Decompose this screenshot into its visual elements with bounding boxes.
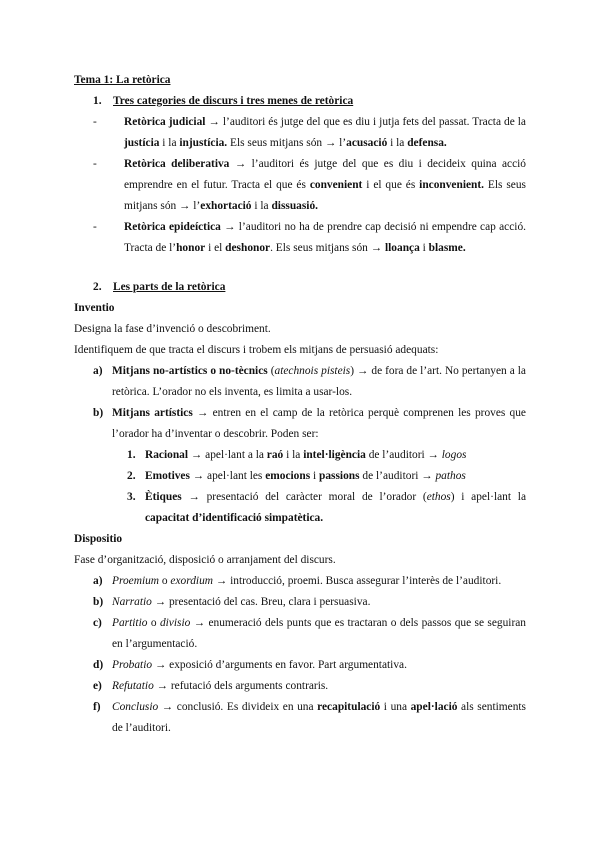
document-title: Tema 1: La retòrica bbox=[74, 74, 171, 86]
dispositio-item-f: f) Conclusio → conclusió. Es divideix en una recapitulació i una apel·lació als sentiments de l’auditori. bbox=[93, 701, 526, 734]
dispositio-item-c: c) Partitio o divisio → enumeració dels punts que es tractaran o dels passos que se seguiran en l’argumentació. bbox=[93, 617, 527, 650]
dispositio-heading: Dispositio bbox=[74, 533, 123, 545]
dispositio-paragraph: Fase d’organització, disposició o arranjament del discurs. bbox=[74, 554, 336, 566]
dispositio-item-b: b) Narratio → presentació del cas. Breu, clara i persuasiva. bbox=[93, 596, 371, 608]
inventio-heading: Inventio bbox=[74, 302, 115, 314]
inventio-subitem-3: 3. Ètiques → presentació del caràcter moral de l’orador (ethos) i apel·lant la capacitat d’identificació simpatètica. bbox=[127, 491, 526, 524]
section-1 bbox=[74, 91, 526, 259]
inventio-item-a: a) Mitjans no-artístics o no-tècnics (atechnois pisteis) → de fora de l’art. No pertanyen a la retòrica. L’orador no els inventa, es limita a usar-los. bbox=[93, 365, 526, 398]
bullet-deliberativa: - Retòrica deliberativa → l’auditori és jutge del que es diu i decideix quina acció emprendre en el futur. Tracta el que és convenient i el que és inconvenient. Els seus mitjans són → l’exhortació i la dissuasió. bbox=[93, 158, 526, 212]
inventio-subitem-2: 2. Emotives → apel·lant les emocions i passions de l’auditori → pathos bbox=[127, 470, 466, 482]
dispositio-item-e: e) Refutatio → refutació dels arguments contraris. bbox=[93, 680, 329, 692]
section-2-heading: 2. Les parts de la retòrica bbox=[93, 281, 226, 293]
section-1-heading: 1. Tres categories de discurs i tres menes de retòrica bbox=[93, 95, 354, 107]
inventio-paragraph-2: Identifiquem de que tracta el discurs i trobem els mitjans de persuasió adequats: bbox=[74, 344, 439, 356]
dispositio-item-d: d) Probatio → exposició d’arguments en favor. Part argumentativa. bbox=[93, 659, 407, 671]
bullet-judicial: - Retòrica judicial → l’auditori és jutge del que es diu i jutja fets del passat. Tracta de la justícia i la injustícia. Els seus mitjans són → l’acusació i la defensa. bbox=[93, 116, 526, 149]
inventio-paragraph-1: Designa la fase d’invenció o descobriment. bbox=[74, 323, 271, 335]
dispositio-item-a: a) Proemium o exordium → introducció, proemi. Busca assegurar l’interès de l’auditori. bbox=[93, 575, 502, 587]
bullet-epideictica: - Retòrica epideíctica → l’auditori no ha de prendre cap decisió ni empendre cap acció. Tracta de l’honor i el deshonor. Els seus mitjans són → lloança i blasme. bbox=[93, 221, 526, 254]
inventio-item-b: b) Mitjans artístics → entren en el camp de la retòrica perquè comprenen les proves que l’orador ha d’inventar o descobrir. Poden ser: bbox=[93, 407, 526, 440]
section-2 bbox=[74, 277, 526, 739]
inventio-subitem-1: 1. Racional → apel·lant a la raó i la intel·ligència de l’auditori → logos bbox=[127, 449, 467, 461]
